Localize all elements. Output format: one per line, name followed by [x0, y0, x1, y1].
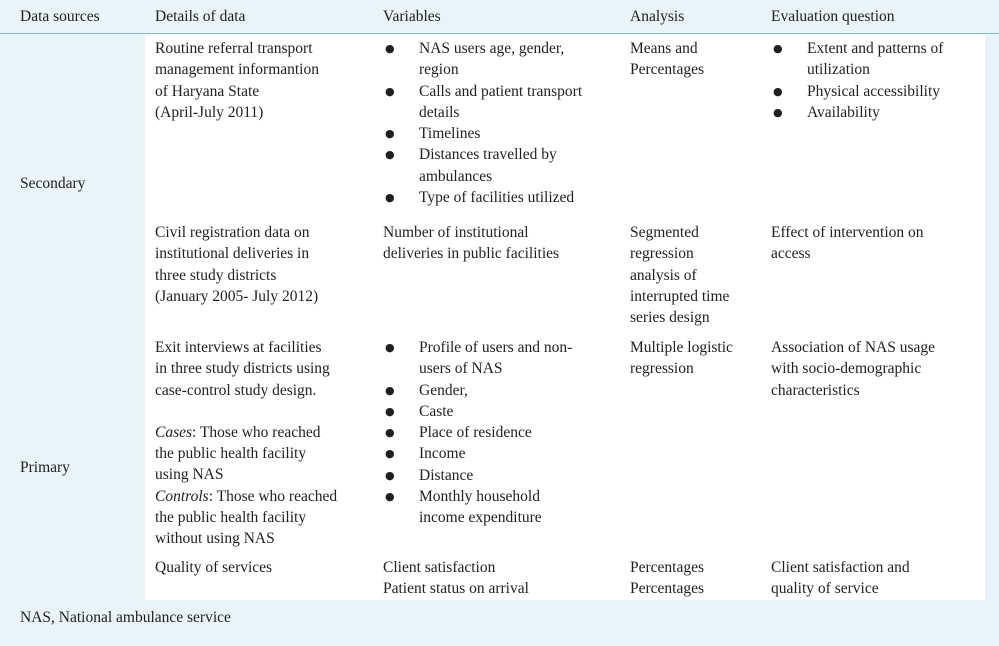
text-line: analysis of — [630, 266, 697, 284]
text-line: Gender, — [419, 381, 468, 399]
text-line: region — [419, 61, 459, 79]
text-line: Availability — [807, 103, 880, 121]
text-line: series design — [630, 309, 710, 327]
text-line: Quality of services — [155, 559, 273, 576]
text-line: of Haryana State — [155, 82, 260, 100]
text-line: Monthly household — [419, 488, 540, 506]
header-evaluation: Evaluation question — [771, 8, 895, 25]
cases-label: Cases — [155, 423, 193, 441]
list-item — [383, 486, 572, 529]
text-line: Client satisfaction and — [771, 559, 910, 576]
bullet-icon: ● — [385, 404, 395, 418]
list-item — [383, 401, 572, 422]
text-line: Timelines — [419, 125, 481, 143]
text-line: Calls and patient transport — [419, 82, 583, 100]
text-line: Controls: Those who reached — [155, 487, 338, 505]
text-line: (April-July 2011) — [155, 103, 264, 121]
text-line: without using NAS — [155, 530, 275, 548]
secondary-row1-evaluation — [771, 38, 943, 123]
header-data-sources: Data sources — [20, 8, 100, 25]
secondary-row1-analysis — [630, 38, 704, 81]
text-line: regression — [630, 360, 694, 378]
text-line: Percentages — [630, 61, 705, 79]
text-line: Profile of users and non- — [419, 339, 573, 356]
list-item — [383, 81, 582, 124]
primary-row2-evaluation — [771, 557, 910, 600]
text-line: quality of service — [771, 580, 879, 598]
header-analysis: Analysis — [630, 8, 685, 25]
header-variables: Variables — [383, 8, 441, 25]
text-line: Segmented — [630, 224, 699, 241]
secondary-row2-details — [155, 222, 318, 307]
text-line: characteristics — [771, 381, 860, 399]
text-line: Effect of intervention on — [771, 224, 924, 241]
secondary-row2-variables — [383, 222, 559, 265]
text-line: with socio-demographic — [771, 360, 922, 378]
bullet-icon: ● — [385, 127, 395, 141]
list-item — [383, 465, 572, 486]
bullet-icon: ● — [385, 447, 395, 461]
text-line: income expenditure — [419, 509, 542, 527]
text-line: (January 2005- July 2012) — [155, 287, 319, 305]
bullet-icon: ● — [385, 148, 395, 162]
text-line: access — [771, 245, 811, 263]
bullet-icon: ● — [385, 426, 395, 440]
text-line: Type of facilities utilized — [419, 189, 575, 207]
list-item — [383, 144, 582, 187]
controls-label: Controls — [155, 487, 209, 505]
text-line: case-control study design. — [155, 381, 317, 399]
bullet-icon: ● — [385, 383, 395, 397]
text-line: NAS users age, gender, — [419, 40, 565, 57]
header-details: Details of data — [155, 8, 246, 25]
text-line: Physical accessibility — [807, 82, 941, 100]
bullet-icon: ● — [385, 341, 395, 354]
text-line: Distance — [419, 466, 474, 484]
text-line: Client satisfaction — [383, 559, 496, 576]
primary-row1-evaluation — [771, 337, 935, 401]
controls-text: Those who reached — [216, 487, 338, 505]
list-item — [771, 81, 943, 102]
text-line: management informantion — [155, 61, 319, 79]
text-line: Distances travelled by — [419, 146, 557, 164]
bullet-icon: ● — [773, 105, 783, 119]
spacer — [155, 401, 337, 422]
text-line: Number of institutional — [383, 224, 529, 241]
primary-row1-details — [155, 337, 337, 550]
secondary-row1-details — [155, 38, 319, 123]
text-line: users of NAS — [419, 360, 503, 378]
text-line: Multiple logistic — [630, 339, 733, 356]
text-line: using NAS — [155, 466, 224, 484]
text-line: deliveries in public facilities — [383, 245, 560, 263]
text-line: in three study districts using — [155, 360, 330, 378]
primary-row2-details — [155, 557, 272, 578]
row-label-secondary: Secondary — [20, 175, 86, 192]
list-item — [383, 337, 572, 380]
text-line: Percentages — [630, 559, 705, 576]
list-item — [383, 380, 572, 401]
primary-row2-variables — [383, 557, 529, 600]
text-line: the public health facility — [155, 509, 307, 527]
bullet-icon: ● — [385, 191, 395, 205]
bullet-icon: ● — [385, 84, 395, 98]
bullet-icon: ● — [385, 42, 395, 55]
table-footnote: NAS, National ambulance service — [20, 609, 231, 626]
cases-text: Those who reached — [199, 423, 321, 441]
text-line: Means and — [630, 40, 698, 57]
text-line: institutional deliveries in — [155, 245, 310, 263]
bullet-icon: ● — [773, 84, 783, 98]
primary-row2-analysis — [630, 557, 704, 600]
list-item — [383, 123, 582, 144]
text-line: Cases: Those who reached — [155, 423, 321, 441]
text-line: Place of residence — [419, 424, 532, 442]
text-line: Extent and patterns of — [807, 40, 944, 57]
secondary-row2-evaluation — [771, 222, 924, 265]
text-line: Patient status on arrival — [383, 580, 529, 598]
bullet-icon: ● — [385, 490, 395, 504]
text-line: Caste — [419, 402, 454, 420]
text-line: Income — [419, 445, 466, 463]
text-line: Exit interviews at facilities — [155, 339, 322, 356]
primary-row1-variables — [383, 337, 572, 529]
text-line: ambulances — [419, 167, 493, 185]
text-line: Routine referral transport — [155, 40, 313, 57]
list-item — [383, 422, 572, 443]
bullet-icon: ● — [773, 42, 783, 55]
list-item — [771, 38, 943, 81]
text-line: regression — [630, 245, 694, 263]
list-item — [771, 102, 943, 123]
text-line: three study districts — [155, 266, 277, 284]
bullet-icon: ● — [385, 468, 395, 482]
text-line: Civil registration data on — [155, 224, 310, 241]
list-item — [383, 443, 572, 464]
row-label-primary: Primary — [20, 459, 70, 476]
text-line: Association of NAS usage — [771, 339, 936, 356]
primary-row1-analysis — [630, 337, 733, 380]
list-item — [383, 187, 582, 208]
text-line: Percentages — [630, 580, 705, 598]
secondary-row1-variables — [383, 38, 582, 208]
text-line: interrupted time — [630, 287, 730, 305]
text-line: the public health facility — [155, 445, 307, 463]
list-item — [383, 38, 582, 81]
secondary-row2-analysis — [630, 222, 729, 328]
text-line: details — [419, 103, 460, 121]
table-header — [0, 0, 999, 34]
text-line: utilization — [807, 61, 870, 79]
